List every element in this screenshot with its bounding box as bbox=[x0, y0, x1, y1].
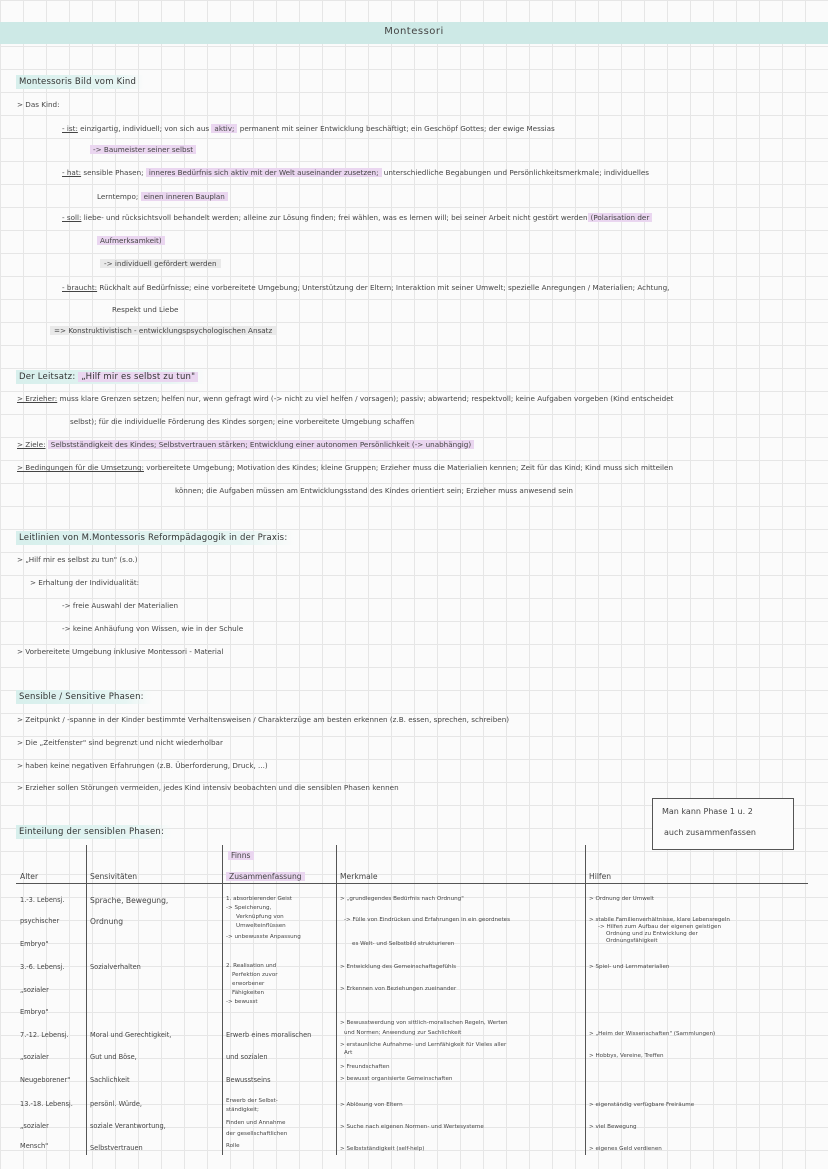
ist-text: einzigartig, individuell; von sich aus bbox=[80, 124, 210, 133]
row3-merk-4: Art bbox=[344, 1050, 353, 1056]
leitsatz-label: Der Leitsatz: bbox=[19, 372, 76, 382]
bedingungen-text: vorbereitete Umgebung; Motivation des Kindes; kleine Gruppen; Erzieher muss die Materialien kennen; Zeit für das Kind; Kind muss sich mitteilen bbox=[146, 463, 673, 472]
braucht-label: - braucht: bbox=[62, 283, 98, 292]
soll-label: - soll: bbox=[62, 213, 82, 222]
section-header-phasen: Sensible / Sensitive Phasen: bbox=[16, 690, 152, 704]
hat-line bbox=[62, 168, 649, 178]
erzieher-label: > Erzieher: bbox=[17, 394, 58, 403]
col-divider-3 bbox=[336, 845, 337, 1155]
row1-zus-4: Umwelteinflüssen bbox=[236, 923, 286, 929]
row2-zus-2: Perfektion zuvor bbox=[232, 972, 278, 978]
hat-text2: unterschiedliche Begabungen und Persönlichkeitsmerkmale; individuelles bbox=[383, 168, 649, 177]
col-divider-1 bbox=[86, 845, 87, 1155]
finns-label: Finns bbox=[228, 851, 254, 860]
soll-highlight: (Polarisation der bbox=[588, 213, 653, 222]
row1-sens-1: Sprache, Bewegung, bbox=[90, 896, 169, 905]
col-header-hilfen: Hilfen bbox=[589, 872, 612, 881]
row3-merk-6: > bewusst organisierte Gemeinschaften bbox=[340, 1076, 453, 1082]
row4-zus-4: der gesellschaftlichen bbox=[226, 1131, 288, 1137]
row2-alter-1: 3.-6. Lebensj. bbox=[20, 963, 65, 971]
section-header-bild: Montessoris Bild vom Kind bbox=[16, 75, 144, 89]
leitlinie-3: -> freie Auswahl der Materialien bbox=[62, 601, 179, 610]
hat-highlight2: einen inneren Bauplan bbox=[141, 192, 228, 201]
bedingungen-label: > Bedingungen für die Umsetzung: bbox=[17, 463, 144, 472]
row4-sens-1: persönl. Würde, bbox=[90, 1100, 143, 1108]
row4-alter-2: „sozialer bbox=[20, 1122, 49, 1130]
row2-merk-2: > Erkennen von Beziehungen zueinander bbox=[340, 986, 457, 992]
section-header-leitsatz bbox=[16, 370, 206, 384]
section-header-leitlinien: Leitlinien von M.Montessoris Reformpädagogik in der Praxis: bbox=[16, 531, 295, 545]
note-line2: auch zusammenfassen bbox=[664, 828, 756, 837]
row4-alter-3: Mensch" bbox=[20, 1142, 49, 1150]
soll-line2 bbox=[97, 236, 165, 246]
row3-merk-1: > Bewusstwerdung von sittlich-moralischen Regeln, Werten bbox=[340, 1020, 508, 1026]
soll-highlight2: Aufmerksamkeit) bbox=[97, 236, 165, 245]
ist-arrow-text: -> Baumeister seiner selbst bbox=[90, 145, 196, 154]
title-band bbox=[0, 22, 828, 44]
row3-merk-5: > Freundschaften bbox=[340, 1064, 390, 1070]
row2-zus-3: erworbener bbox=[232, 981, 265, 987]
row1-hilf-4: Ordnung und zu Entwicklung der bbox=[606, 931, 698, 937]
row3-alter-3: Neugeborener" bbox=[20, 1076, 71, 1084]
hat-highlight: inneres Bedürfnis sich aktiv mit der Welt auseinander zusetzen; bbox=[146, 168, 382, 177]
row1-alter-1: 1.-3. Lebensj. bbox=[20, 896, 65, 904]
hat-label: - hat: bbox=[62, 168, 82, 177]
row4-merk-2: > Suche nach eigenen Normen- und Wertesysteme bbox=[340, 1124, 484, 1130]
row1-hilf-2: > stabile Familienverhältnisse, klare Lebensregeln bbox=[589, 917, 730, 923]
row1-zus-2: -> Speicherung, bbox=[226, 905, 272, 911]
row3-merk-2: und Normen; Anwendung zur Sachlichkeit bbox=[344, 1030, 462, 1036]
bedingungen-line2: können; die Aufgaben müssen am Entwicklungsstand des Kindes orientiert sein; Erzieher muss anwesend sein bbox=[175, 486, 573, 495]
row1-merk-1: > „grundlegendes Bedürfnis nach Ordnung" bbox=[340, 896, 464, 902]
row3-zus-3: Bewusstseins bbox=[226, 1076, 271, 1084]
col-header-alter: Alter bbox=[20, 872, 39, 881]
row1-zus-1: 1. absorbierender Geist bbox=[226, 896, 292, 902]
row1-zus-5: -> unbewusste Anpassung bbox=[226, 934, 301, 940]
ist-line bbox=[62, 124, 555, 134]
col-header-sensivitaeten: Sensivitäten bbox=[90, 872, 138, 881]
ziele-text: Selbstständigkeit des Kindes; Selbstvertrauen stärken; Entwicklung einer autonomen Persönlichkeit (-> unabhängig) bbox=[48, 440, 474, 449]
note-box bbox=[652, 798, 794, 850]
row3-zus-1: Erwerb eines moralischen bbox=[226, 1031, 312, 1039]
row1-merk-3: es Welt- und Selbstbild strukturieren bbox=[352, 941, 455, 947]
row4-alter-1: 13.-18. Lebensj. bbox=[20, 1100, 73, 1108]
erzieher-line2: selbst); für die individuelle Förderung des Kindes sorgen; eine vorbereitete Umgebung schaffen bbox=[70, 417, 415, 426]
soll-text: liebe- und rücksichtsvoll behandelt werden; alleine zur Lösung finden; frei wählen, was es lernen will; bei seiner Arbeit nicht gestört werden bbox=[83, 213, 588, 222]
ist-arrow bbox=[90, 145, 196, 155]
ziele-label: > Ziele: bbox=[17, 440, 46, 449]
row2-sens-1: Sozialverhalten bbox=[90, 963, 141, 971]
soll-arrow-text: -> individuell gefördert werden bbox=[100, 259, 221, 268]
conclusion-text: => Konstruktivistisch - entwicklungspsychologischen Ansatz bbox=[50, 326, 276, 335]
phasen-1: > Zeitpunkt / -spanne in der Kinder bestimmte Verhaltensweisen / Charakterzüge am besten erkennen (z.B. essen, sprechen, schreiben) bbox=[17, 715, 510, 724]
row1-hilf-3: -> Hilfen zum Aufbau der eigenen geistigen bbox=[598, 924, 721, 930]
kind-intro: > Das Kind: bbox=[17, 100, 60, 109]
row1-hilf-5: Ordnungsfähigkeit bbox=[606, 938, 658, 944]
col-divider-4 bbox=[585, 845, 586, 1155]
braucht-text: Rückhalt auf Bedürfnisse; eine vorbereitete Umgebung; Unterstützung der Eltern; Interaktion mit seiner Umwelt; spezielle Anregungen / Materialien; Achtung, bbox=[99, 283, 670, 292]
ist-text2: permanent mit seiner Entwicklung beschäftigt; ein Geschöpf Gottes; der ewige Messias bbox=[239, 124, 555, 133]
row4-sens-2: soziale Verantwortung, bbox=[90, 1122, 166, 1130]
row3-sens-2: Gut und Böse, bbox=[90, 1053, 137, 1061]
note-line1: Man kann Phase 1 u. 2 bbox=[662, 807, 753, 816]
row4-hilf-3: > eigenes Geld verdienen bbox=[589, 1146, 662, 1152]
row1-hilf-1: > Ordnung der Umwelt bbox=[589, 896, 654, 902]
phasen-2: > Die „Zeitfenster" sind begrenzt und nicht wiederholbar bbox=[17, 738, 223, 747]
row2-hilf-1: > Spiel- und Lernmaterialien bbox=[589, 964, 670, 970]
leitlinie-4: -> keine Anhäufung von Wissen, wie in der Schule bbox=[62, 624, 244, 633]
ziele-line bbox=[17, 440, 474, 450]
row3-sens-1: Moral und Gerechtigkeit, bbox=[90, 1031, 172, 1039]
braucht-line bbox=[62, 283, 669, 293]
hat-line2-text: Lerntempo; bbox=[97, 192, 139, 201]
header-divider bbox=[16, 883, 808, 884]
phasen-4: > Erzieher sollen Störungen vermeiden, jedes Kind intensiv beobachten und die sensiblen Phasen kennen bbox=[17, 783, 399, 792]
hat-line2 bbox=[97, 192, 228, 202]
leitlinie-1: > „Hilf mir es selbst zu tun" (s.o.) bbox=[17, 555, 138, 564]
soll-arrow bbox=[100, 259, 221, 269]
soll-line bbox=[62, 213, 652, 223]
row3-hilf-1: > „Heim der Wissenschaften" (Sammlungen) bbox=[589, 1031, 716, 1037]
row1-alter-3: Embryo" bbox=[20, 940, 49, 948]
row1-zus-3: Verknüpfung von bbox=[236, 914, 284, 920]
bedingungen-line bbox=[17, 463, 673, 473]
row3-hilf-2: > Hobbys, Vereine, Treffen bbox=[589, 1053, 664, 1059]
hat-text: sensible Phasen; bbox=[83, 168, 144, 177]
row2-zus-1: 2. Realisation und bbox=[226, 963, 277, 969]
row1-sens-2: Ordnung bbox=[90, 917, 124, 926]
row2-alter-3: Embryo" bbox=[20, 1008, 49, 1016]
conclusion bbox=[50, 326, 276, 336]
row4-merk-1: > Ablösung von Eltern bbox=[340, 1102, 403, 1108]
row4-hilf-1: > eigenständig verfügbare Freiräume bbox=[589, 1102, 695, 1108]
row3-alter-1: 7.-12. Lebensj. bbox=[20, 1031, 69, 1039]
row4-zus-3: Finden und Annahme bbox=[226, 1120, 286, 1126]
col-divider-2 bbox=[222, 845, 223, 1155]
row2-zus-5: -> bewusst bbox=[226, 999, 258, 1005]
section-header-einteilung: Einteilung der sensiblen Phasen: bbox=[16, 825, 172, 839]
erzieher-line bbox=[17, 394, 673, 404]
row4-zus-2: ständigkeit; bbox=[226, 1107, 259, 1113]
row3-zus-2: und sozialen bbox=[226, 1053, 268, 1061]
row2-alter-2: „sozialer bbox=[20, 986, 49, 994]
ist-highlight: aktiv; bbox=[211, 124, 237, 133]
row2-merk-1: > Entwicklung des Gemeinschaftsgefühls bbox=[340, 964, 457, 970]
braucht-line2: Respekt und Liebe bbox=[112, 305, 179, 314]
row4-zus-1: Erwerb der Selbst- bbox=[226, 1098, 278, 1104]
row4-hilf-2: > viel Bewegung bbox=[589, 1124, 637, 1130]
row1-alter-2: psychischer bbox=[20, 917, 60, 925]
row2-zus-4: Fähigkeiten bbox=[232, 990, 264, 996]
erzieher-text: muss klare Grenzen setzen; helfen nur, wenn gefragt wird (-> nicht zu viel helfen / vorsagen); passiv; abwartend; respektvoll; keine Aufgaben vorgeben (Kind entscheidet bbox=[59, 394, 674, 403]
page-title: Montessori bbox=[384, 26, 444, 37]
row4-merk-3: > Selbstständigkeit (self-help) bbox=[340, 1146, 425, 1152]
row4-zus-5: Rolle bbox=[226, 1143, 240, 1149]
row4-sens-3: Selbstvertrauen bbox=[90, 1144, 143, 1152]
row3-sens-3: Sachlichkeit bbox=[90, 1076, 130, 1084]
row3-alter-2: „sozialer bbox=[20, 1053, 49, 1061]
col-header-merkmale: Merkmale bbox=[340, 872, 378, 881]
leitsatz-quote: „Hilf mir es selbst zu tun" bbox=[78, 372, 198, 382]
phasen-3: > haben keine negativen Erfahrungen (z.B. Überforderung, Druck, ...) bbox=[17, 761, 268, 770]
leitlinie-5: > Vorbereitete Umgebung inklusive Montessori - Material bbox=[17, 647, 224, 656]
row1-merk-2: -> Fülle von Eindrücken und Erfahrungen in ein geordnetes bbox=[344, 917, 511, 923]
col-header-zusammenfassung: Zusammenfassung bbox=[226, 872, 305, 881]
leitlinie-2: > Erhaltung der Individualität: bbox=[30, 578, 140, 587]
ist-label: - ist: bbox=[62, 124, 78, 133]
row3-merk-3: > erstaunliche Aufnahme- und Lernfähigkeit für Vieles aller bbox=[340, 1042, 507, 1048]
